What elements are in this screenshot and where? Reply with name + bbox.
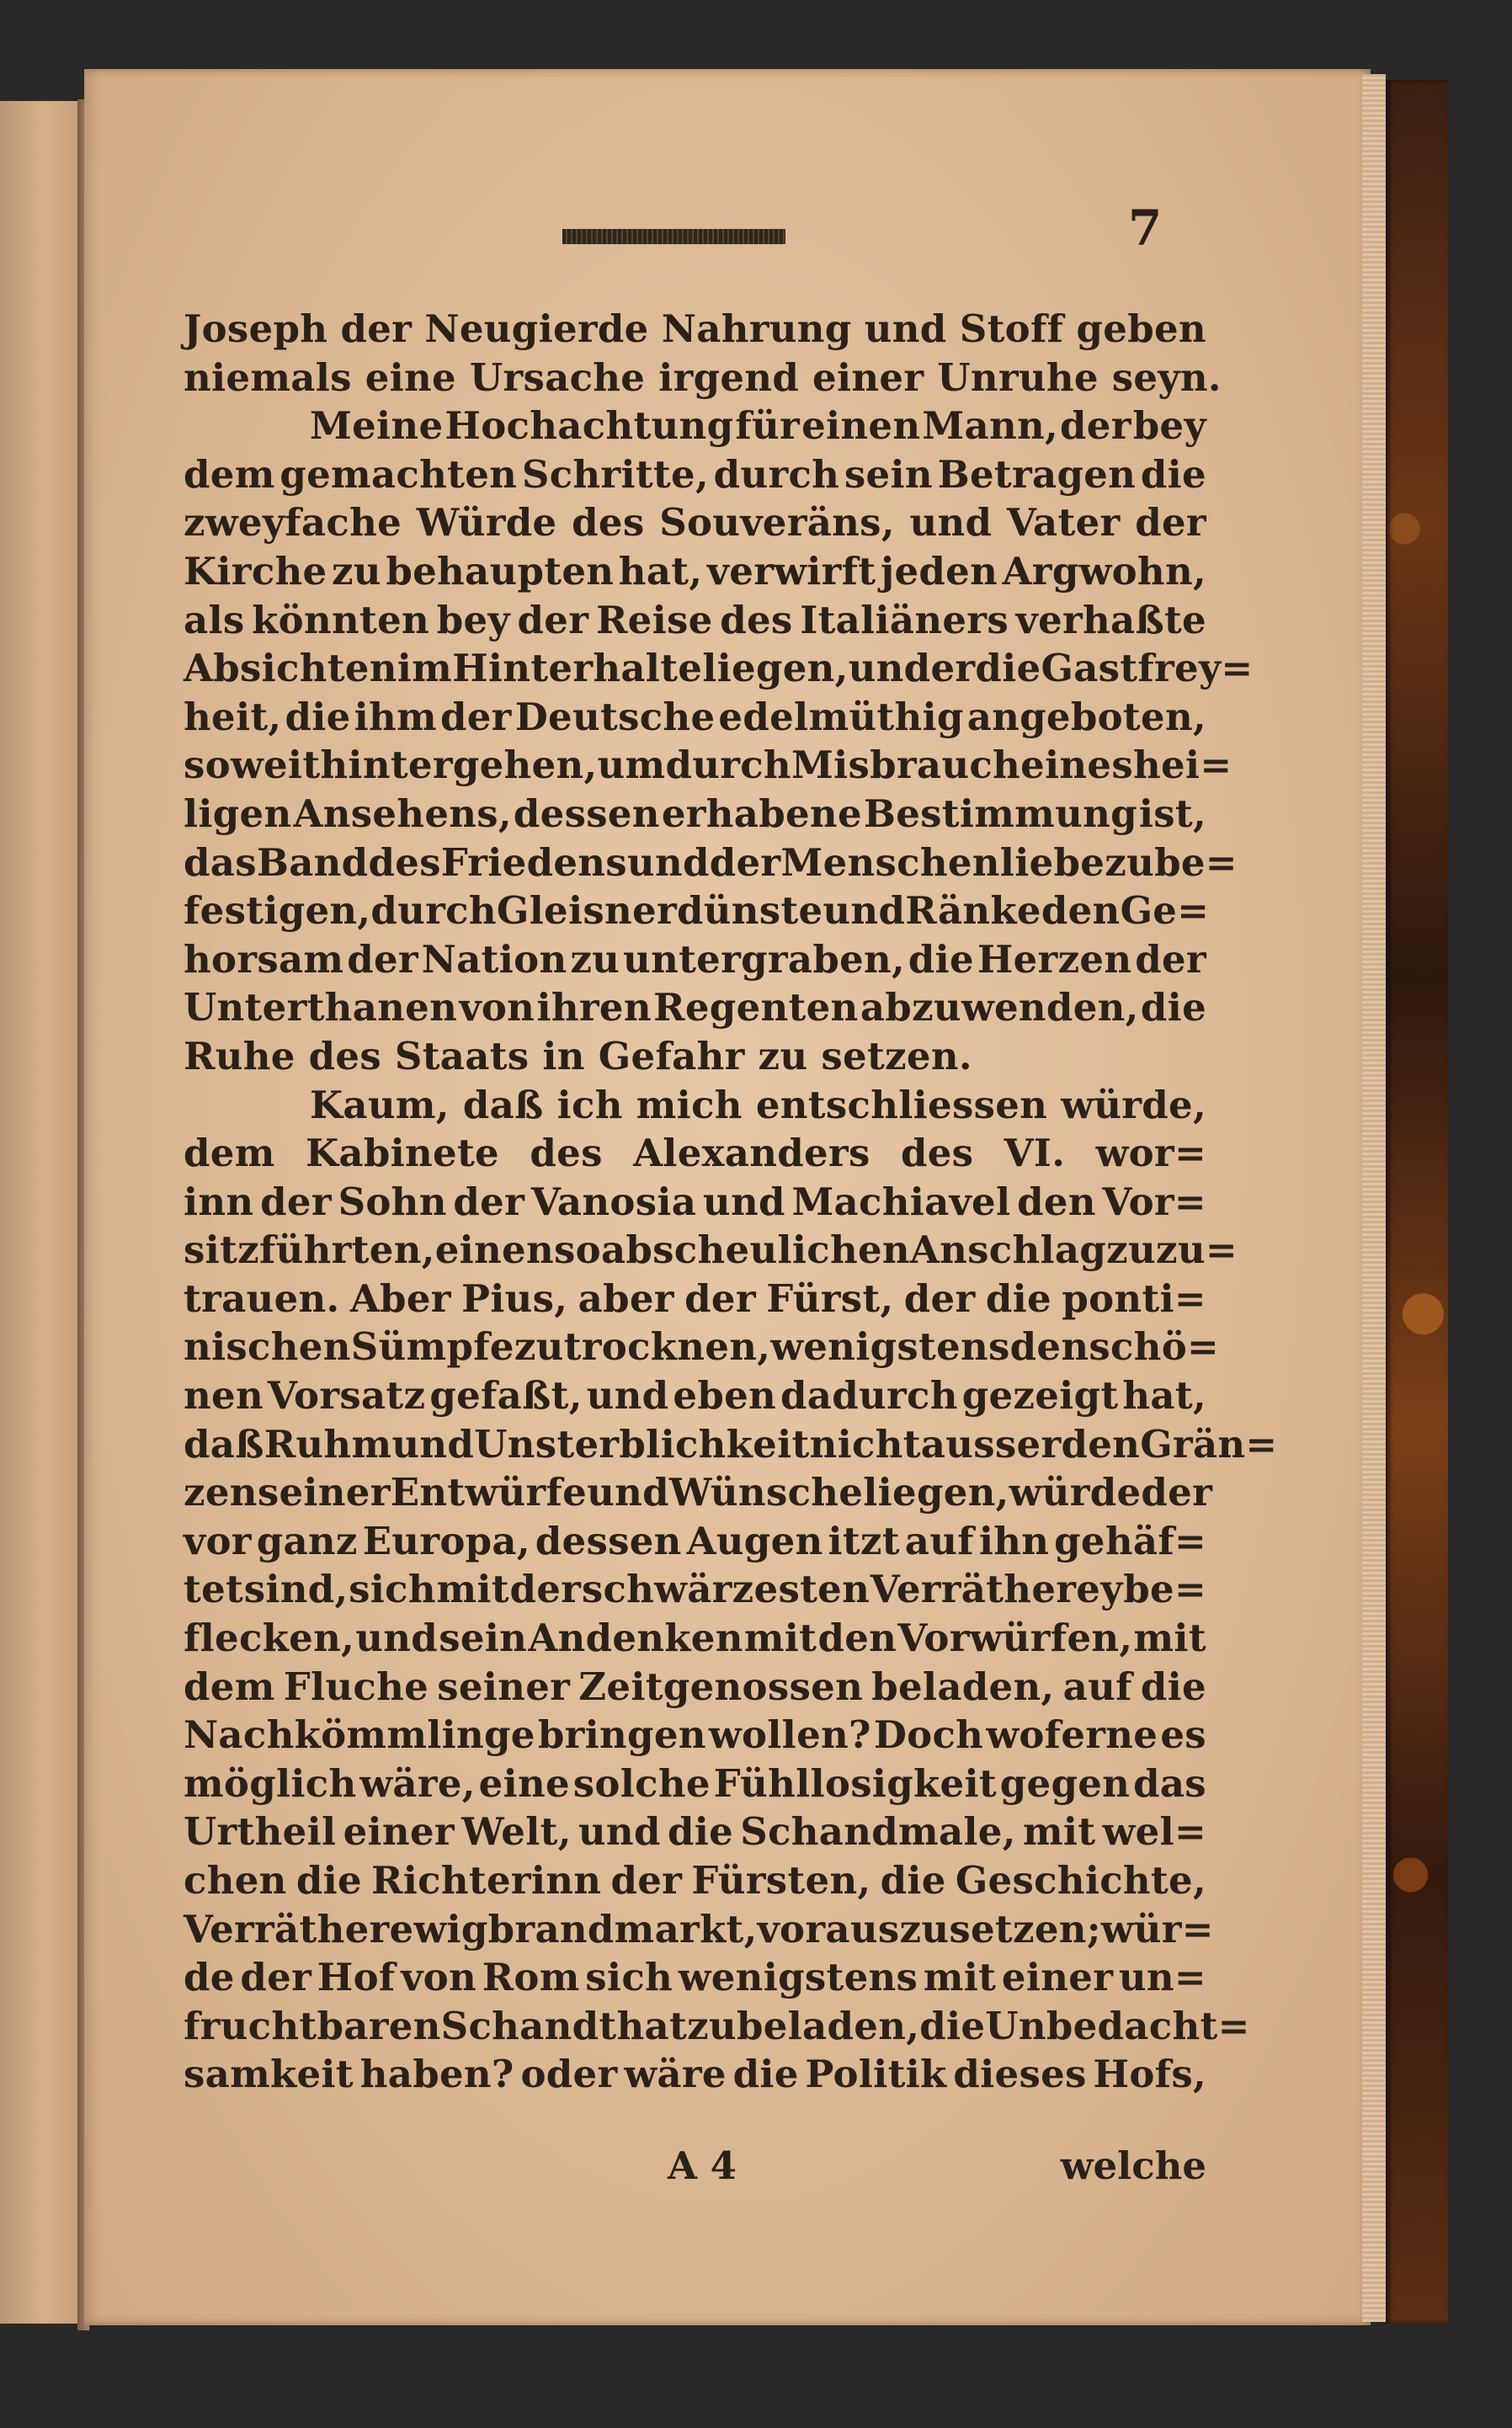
text-line: Kirche zu behaupten hat, verwirft jeden Argwohn, bbox=[184, 548, 1206, 594]
text-line: nischen Sümpfe zu trocknen, wenigstens den schö= bbox=[184, 1324, 1220, 1370]
text-line: dem Fluche seiner Zeitgenossen beladen, auf die bbox=[184, 1664, 1206, 1709]
text-line: Ruhe des Staats in Gefahr zu setzen. bbox=[184, 1033, 972, 1078]
paragraph-start-line: Kaum, daß ich mich entschliessen würde, bbox=[310, 1082, 1206, 1127]
text-line: niemals eine Ursache irgend einer Unruhe seyn. bbox=[184, 354, 1222, 400]
catchword: welche bbox=[1060, 2143, 1206, 2188]
text-line: zweyfache Würde des Souveräns, und Vater der bbox=[184, 500, 1206, 546]
page-number: 7 bbox=[1128, 200, 1163, 257]
page-footer bbox=[184, 2143, 1206, 2194]
text-line: nen Vorsatz gefaßt, und eben dadurch gezeigt hat, bbox=[184, 1373, 1206, 1419]
text-line: vor ganz Europa, dessen Augen itzt auf ihn gehäf= bbox=[184, 1518, 1206, 1563]
text-line: heit, die ihm der Deutsche edelmüthig angeboten, bbox=[184, 694, 1206, 739]
text-line: inn der Sohn der Vanosia und Machiavel den Vor= bbox=[184, 1179, 1206, 1224]
text-line: Verräther ewig brandmarkt, vorauszusetzen; wür= bbox=[184, 1906, 1214, 1951]
text-line: ligen Ansehens, dessen erhabene Bestimmung ist, bbox=[184, 791, 1206, 836]
paragraph-start-line: Meine Hochachtung für einen Mann, der bey bbox=[310, 403, 1206, 449]
text-line: Unterthanen von ihren Regenten abzuwenden, die bbox=[184, 985, 1206, 1030]
text-line: chen die Richterinn der Fürsten, die Geschichte, bbox=[184, 1858, 1206, 1903]
text-line: zen seiner Entwürfe und Wünsche liegen, würde der bbox=[184, 1470, 1213, 1515]
text-line: trauen. Aber Pius, aber der Fürst, der die ponti= bbox=[184, 1275, 1206, 1321]
text-line: Nachkömmlinge bringen wollen? Doch woferne es bbox=[184, 1712, 1206, 1758]
text-line: fruchtbaren Schandthat zu beladen, die Unbedacht= bbox=[184, 2003, 1250, 2048]
text-line: de der Hof von Rom sich wenigstens mit einer un= bbox=[184, 1955, 1206, 2000]
page-fore-edge bbox=[1362, 74, 1386, 2322]
text-line: festigen, durch Gleisnerdünste und Ränke den Ge= bbox=[184, 888, 1210, 934]
header-ornament-rule bbox=[562, 229, 785, 244]
left-page-edge bbox=[0, 101, 83, 2324]
text-line: daß Ruhm und Unsterblichkeit nicht ausser den Grän= bbox=[184, 1421, 1278, 1467]
text-line: dem Kabinete des Alexanders des VI. wor= bbox=[184, 1131, 1206, 1176]
text-line: so weit hintergehen, um durch Misbrauch eines hei= bbox=[184, 743, 1232, 788]
text-line: Joseph der Neugierde Nahrung und Stoff geben bbox=[184, 306, 1206, 351]
text-line: samkeit haben? oder wäre die Politik dieses Hofs, bbox=[184, 2052, 1206, 2097]
text-line: tet sind, sich mit der schwärzesten Verrätherey be= bbox=[184, 1567, 1206, 1612]
text-line: horsam der Nation zu untergraben, die Herzen der bbox=[184, 936, 1206, 982]
text-line: flecken, und sein Andenken mit den Vorwürfen, mit bbox=[184, 1616, 1206, 1661]
text-line: sitz führten, einen so abscheulichen Anschlag zuzu= bbox=[184, 1227, 1238, 1273]
text-line: das Band des Friedens und der Menschenliebe zu be= bbox=[184, 839, 1238, 885]
marbled-cover-edge bbox=[1386, 80, 1448, 2324]
signature-mark: A 4 bbox=[668, 2143, 737, 2188]
text-line: als könnten bey der Reise des Italiäners verhaßte bbox=[184, 597, 1206, 642]
text-line: Urtheil einer Welt, und die Schandmale, mit wel= bbox=[184, 1809, 1206, 1855]
body-text bbox=[184, 305, 1278, 2099]
text-line: möglich wäre, eine solche Fühllosigkeit gegen das bbox=[184, 1760, 1206, 1806]
text-line: Absichten im Hinterhalte liegen, und er die Gastfrey= bbox=[184, 646, 1254, 691]
text-line: dem gemachten Schritte, durch sein Betragen die bbox=[184, 451, 1206, 497]
